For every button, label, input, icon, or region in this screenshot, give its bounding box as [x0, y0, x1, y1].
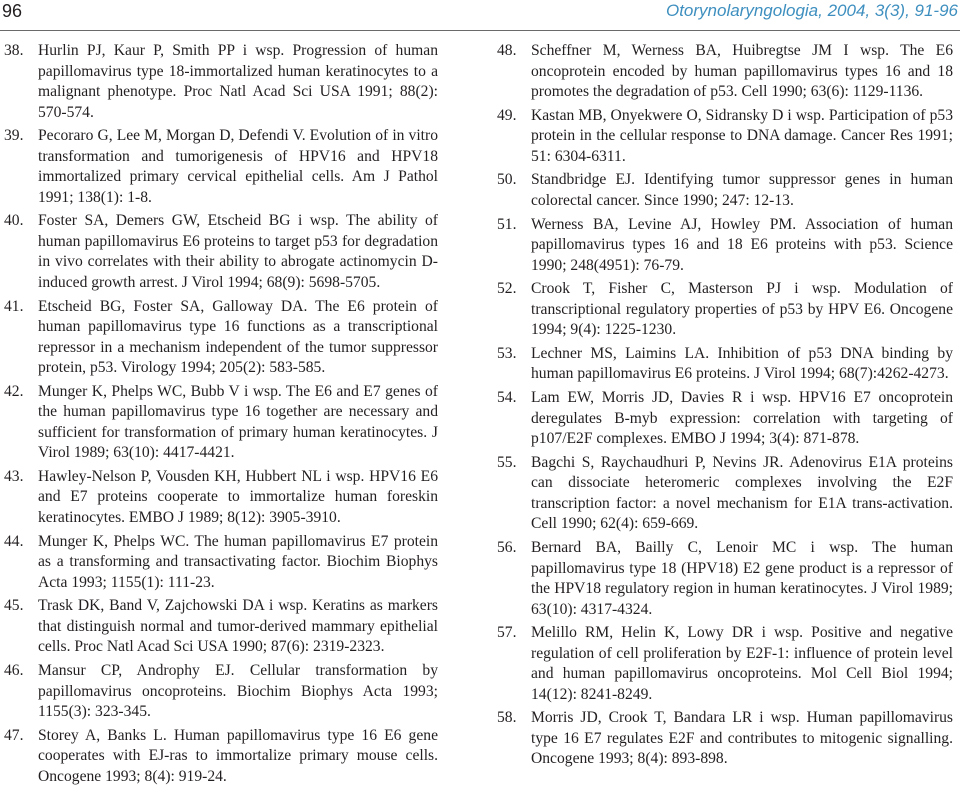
running-header	[0, 0, 960, 30]
reference-number: 46.	[4, 662, 24, 679]
reference-number: 39.	[4, 127, 24, 145]
reference-item	[4, 41, 438, 123]
reference-number: 42.	[4, 382, 24, 400]
reference-number: 49.	[497, 106, 517, 124]
reference-number: 55.	[497, 453, 517, 471]
reference-text: Kastan MB, Onyekwere O, Sidransky D i wsp. Participation of p53 protein in the cellular response to DNA damage. Cancer Res 1991; 51: 6304-6311.	[531, 106, 953, 165]
reference-item	[4, 726, 438, 788]
reference-number: 54.	[497, 389, 517, 407]
reference-text: Standbridge EJ. Identifying tumor suppressor genes in human colorectal cancer. Since 1990; 247: 12-13.	[531, 171, 953, 209]
reference-item	[4, 297, 438, 379]
journal-citation: Otorynolaryngologia, 2004, 3(3), 91-96	[665, 1, 958, 20]
reference-item	[497, 279, 953, 341]
reference-item	[497, 215, 953, 277]
reference-number: 53.	[497, 344, 517, 362]
reference-item	[4, 211, 438, 293]
header-rule	[0, 30, 960, 31]
reference-item	[4, 532, 438, 594]
reference-item	[497, 388, 953, 450]
reference-text: Melillo RM, Helin K, Lowy DR i wsp. Positive and negative regulation of cell proliferation by E2F-1: influence of protein level and human papillomavirus oncoproteins. Mol Cell Biol 1994; 14(12): 8241-8249.	[531, 624, 953, 703]
reference-number: 38.	[4, 42, 24, 59]
reference-number: 52.	[497, 280, 517, 298]
reference-text: Lechner MS, Laimins LA. Inhibition of p53 DNA binding by human papillomavirus E6 proteins. J Virol 1994; 68(7):4262-4273.	[531, 344, 953, 383]
reference-item	[4, 661, 438, 723]
reference-text: Munger K, Phelps WC. The human papillomavirus E7 protein as a transforming and transactivating factor. Biochim Biophys Acta 1993; 1155(1): 111-23.	[38, 532, 438, 591]
reference-text: Morris JD, Crook T, Bandara LR i wsp. Human papillomavirus type 16 E7 regulates E2F and contributes to mitogenic signalling. Oncogene 1993; 8(4): 893-898.	[531, 709, 953, 768]
reference-number: 43.	[4, 467, 24, 485]
reference-text: Pecoraro G, Lee M, Morgan D, Defendi V. Evolution of in vitro transformation and tumorigenesis of HPV16 and HPV18 immortalized primary cervical epithelial cells. Am J Pathol 1991; 138(1): 1-8.	[38, 127, 438, 206]
reference-item	[497, 453, 953, 535]
reference-item	[497, 106, 953, 168]
reference-text: Munger K, Phelps WC, Bubb V i wsp. The E6 and E7 genes of the human papillomavirus type 16 together are necessary and sufficient for transformation of primary human keratinocytes. J Virol 1989; 63(10): 4417-4421.	[38, 382, 438, 462]
reference-item	[4, 596, 438, 658]
reference-text: Hawley-Nelson P, Vousden KH, Hubbert NL i wsp. HPV16 E6 and E7 proteins cooperate to immortalize human foreskin keratinocytes. EMBO J 1989; 8(12): 3905-3910.	[38, 467, 438, 526]
reference-number: 45.	[4, 597, 24, 615]
reference-text: Bagchi S, Raychaudhuri P, Nevins JR. Adenovirus E1A proteins can dissociate heteromeric complexes involving the E2F transcription factor: a novel mechanism for E1A trans-activation. Cell 1990; 62(4): 659-669.	[531, 453, 953, 533]
references-left-column	[4, 41, 438, 790]
reference-item	[4, 126, 438, 208]
reference-item	[4, 467, 438, 529]
reference-number: 48.	[497, 42, 517, 59]
reference-text: Trask DK, Band V, Zajchowski DA i wsp. Keratins as markers that distinguish normal and tumor-derived mammary epithelial cells. Proc Natl Acad Sci USA 1990; 87(6): 2319-2323.	[38, 597, 438, 656]
reference-item	[497, 708, 953, 770]
reference-text: Mansur CP, Androphy EJ. Cellular transformation by papillomavirus oncoproteins. Biochim Biophys Acta 1993; 1155(3): 323-345.	[38, 662, 438, 720]
reference-text: Etscheid BG, Foster SA, Galloway DA. The E6 protein of human papillomavirus type 16 functions as a transcriptional repressor in a mechanism independent of the tumor suppressor protein, p53. Virology 1994; 205(2): 583-585.	[38, 297, 438, 377]
reference-number: 47.	[4, 726, 24, 744]
reference-number: 58.	[497, 709, 517, 727]
reference-item	[497, 41, 953, 103]
reference-text: Lam EW, Morris JD, Davies R i wsp. HPV16 E7 oncoprotein deregulates B-myb expression: correlation with targeting of p107/E2F complexes. EMBO J 1994; 3(4): 871-878.	[531, 389, 953, 448]
reference-text: Werness BA, Levine AJ, Howley PM. Association of human papillomavirus types 16 and 18 E6 proteins with p53. Science 1990; 248(4951): 76-79.	[531, 215, 953, 274]
reference-text: Storey A, Banks L. Human papillomavirus type 16 E6 gene cooperates with EJ-ras to immortalize primary mouse cells. Oncogene 1993; 8(4): 919-24.	[38, 726, 438, 785]
page-number: 96	[2, 1, 23, 21]
reference-text: Scheffner M, Werness BA, Huibregtse JM I wsp. The E6 oncoprotein encoded by human papillomavirus types 16 and 18 promotes the degradation of p53. Cell 1990; 63(6): 1129-1136.	[531, 42, 953, 100]
reference-number: 56.	[497, 539, 517, 556]
reference-number: 41.	[4, 297, 24, 315]
reference-text: Hurlin PJ, Kaur P, Smith PP i wsp. Progression of human papillomavirus type 18-immortalized human keratinocytes to a malignant phenotype. Proc Natl Acad Sci USA 1991; 88(2): 570-574.	[38, 42, 438, 121]
reference-number: 51.	[497, 215, 517, 233]
reference-item	[4, 382, 438, 464]
reference-text: Foster SA, Demers GW, Etscheid BG i wsp. The ability of human papillomavirus E6 proteins to target p53 for degradation in vivo correlates with their ability to abrogate actinomycin D-induced growth arrest. J Virol 1994; 68(9): 5698-5705.	[38, 212, 438, 291]
reference-item	[497, 170, 953, 211]
reference-text: Bernard BA, Bailly C, Lenoir MC i wsp. The human papillomavirus type 18 (HPV18) E2 gene product is a repressor of the HPV18 regulatory region in human keratinocytes. J Virol 1989; 63(10): 4317-4324.	[531, 539, 953, 618]
reference-item	[497, 623, 953, 705]
reference-number: 44.	[4, 532, 24, 550]
reference-number: 40.	[4, 212, 24, 230]
reference-item	[497, 344, 953, 385]
references-right-column	[497, 41, 953, 773]
reference-text: Crook T, Fisher C, Masterson PJ i wsp. Modulation of transcriptional regulatory properties of p53 by HPV E6. Oncogene 1994; 9(4): 1225-1230.	[531, 280, 953, 339]
reference-number: 57.	[497, 624, 517, 642]
reference-number: 50.	[497, 171, 517, 189]
reference-item	[497, 538, 953, 620]
